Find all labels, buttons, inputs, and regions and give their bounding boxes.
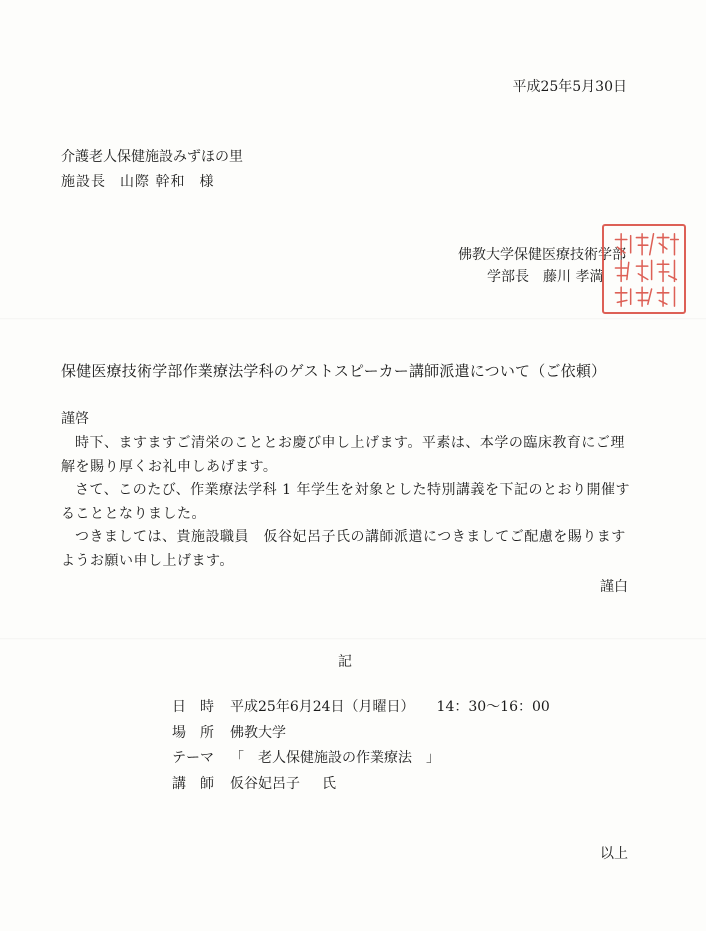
document-subject: 保健医療技術学部作業療法学科のゲストスピーカー講師派遣について（ご依頼） (61, 362, 607, 380)
event-place: 佛教大学 (230, 724, 286, 741)
detail-theme (172, 746, 550, 772)
event-time: 14：30〜16：00 (436, 699, 550, 715)
event-theme: 「 老人保健施設の作業療法 」 (230, 750, 440, 766)
addressee-organization: 介護老人保健施設みずほの里 (61, 149, 243, 165)
sender-name: 藤川 孝満 (543, 269, 604, 285)
body-paragraph: さて、このたび、作業療法学科 1 年学生を対象とした特別講義を下記のとおり開催することとなりました。 (61, 482, 630, 522)
addressee-title: 施設長 (61, 174, 106, 190)
detail-lecturer (172, 772, 550, 798)
sender-organization: 佛教大学保健医療技術学部 (458, 247, 626, 263)
document-date: 平成25年5月30日 (512, 79, 627, 95)
detail-label: 場 所 (172, 724, 214, 741)
addressee-name: 山際 幹和 (120, 174, 186, 190)
detail-label: テーマ (172, 750, 214, 766)
lecturer-honorific: 氏 (322, 775, 336, 792)
body-paragraph: 時下、ますますご清栄のこととお慶び申し上げます。平素は、本学の臨床教育にご理解を賜り厚くお礼申しあげます。 (61, 435, 625, 475)
detail-label: 講 師 (172, 775, 214, 792)
sender-name-line (487, 266, 617, 286)
addressee-honorific: 様 (199, 174, 215, 190)
ki-heading: 記 (338, 654, 352, 670)
document-end-mark: 以上 (600, 846, 628, 862)
sender-title: 学部長 (487, 269, 529, 285)
letter-body (61, 432, 639, 573)
detail-place (172, 721, 550, 747)
event-details (172, 695, 550, 797)
event-date: 平成25年6月24日（月曜日） (230, 699, 415, 715)
addressee-name-line (61, 171, 228, 191)
lecturer-name: 仮谷妃呂子 (230, 775, 300, 792)
detail-label: 日 時 (172, 699, 214, 715)
body-paragraph: つきましては、貴施設職員 仮谷妃呂子氏の講師派遣につきましてご配慮を賜りますようお願い申し上げます。 (61, 529, 626, 569)
detail-datetime (172, 695, 550, 721)
closing: 謹白 (600, 579, 628, 595)
salutation: 謹啓 (61, 411, 89, 427)
official-seal-stamp (602, 224, 686, 314)
